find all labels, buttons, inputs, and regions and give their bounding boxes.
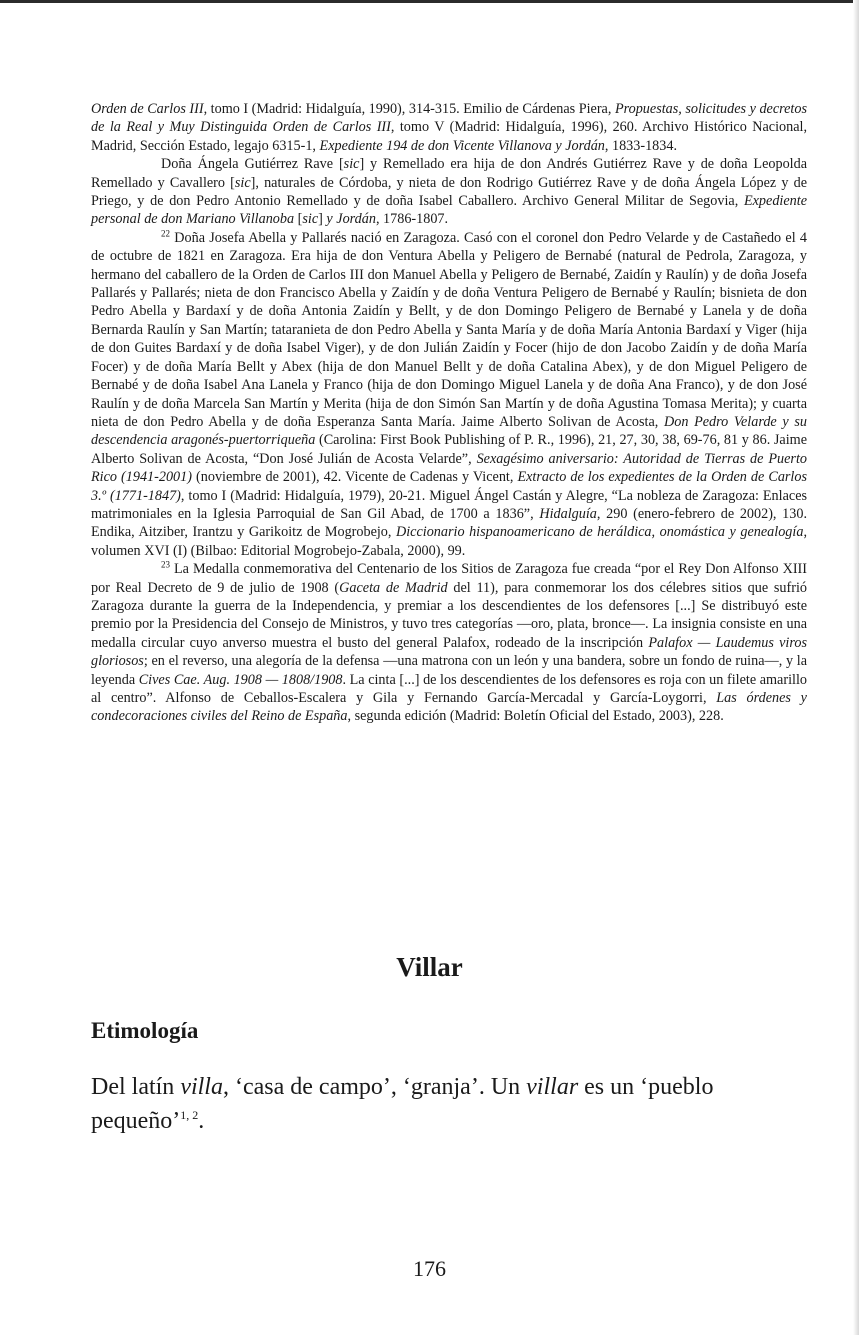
body-text: es un ‘pueblo pequeño’ bbox=[91, 1074, 714, 1134]
note-text: Doña Josefa Abella y Pallarés nació en Zaragoza. Casó con el coronel don Pedro Velarde y de Castañedo el 4 de octubre de 1821 en Zaragoza. Era hija de don Ventura Abella y Peligero de Bernabé (natural de Pedrola, Zaragoza, y hermano del caballero de la Orden de Carlos III don Manuel Abella y Peligero de Bernabé, Zaidín y Raulín) y de doña Josefa Pallarés y Pallarés; nieta de don Francisco Abella y Zaidín y de doña Ventura Peligero de Bernabé y Raulín; bisnieta de don Pedro Abella y Bardaxí y de doña Antonia Zaidín y Bellt, y de don Domingo Peligero de Bernabé y Lanela y de doña Bernarda Raulín y San Martín; tataranieta de don Pedro Abella y Santa María y de doña María Antonia Bardaxí y Viger (hija de don Guites Bardaxí y de doña Isabel Viger), y de don Julián Zaidín y Focer (hijo de don Jacobo Zaidín y de doña María Focer) y de doña María Bellt y Abex (hija de don Manuel Bellt y de doña Catalina Abex), y de don Miguel Peligero de Bernabé y de doña Isabel Ana Lanela y Franco (hija de don Domingo Miguel Lanela y de doña Ana Franco), y de don José Raulín y de doña Marcela San Martín y Merita (hija de don Simón San Martín y de doña Agustina Tomasa Merita); y cuarta nieta de don Pedro Abella y de doña Esperanza Santa María. Jaime Alberto Solivan de Acosta, bbox=[91, 229, 807, 430]
note-text: (noviembre de 2001), 42. Vicente de Cadenas y Vicent, bbox=[191, 469, 518, 486]
footnote-paragraph bbox=[91, 155, 807, 229]
note-text: , tomo I (Madrid: Hidalguía, 1990), 314-315. Emilio de Cárdenas Piera, bbox=[203, 101, 615, 117]
note-text: , segunda edición (Madrid: Boletín Oficial del Estado, 2003), 228. bbox=[347, 708, 724, 725]
footnote-reference: 1, 2 bbox=[180, 1108, 199, 1122]
note-text: ; en el reverso, una alegoría de la defensa —una matrona con un león y una bandera, sobre un fondo de ruina—, y la leyenda bbox=[91, 653, 807, 688]
note-text-italic: Las órdenes y condecoraciones civiles del Reino de España bbox=[91, 690, 807, 725]
note-text-italic: sic bbox=[234, 174, 251, 191]
note-text-italic: y Jordán bbox=[326, 211, 376, 228]
etymology-paragraph bbox=[91, 1070, 807, 1138]
body-text: . bbox=[198, 1108, 205, 1134]
note-text-italic: Cives Cae. Aug. 1908 — 1808/1908 bbox=[138, 671, 343, 688]
note-text-italic: Gaceta de Madrid bbox=[339, 579, 448, 596]
note-text: , 290 (enero-febrero de 2002), 130. Endika, Aitziber, Irantzu y Garikoitz de Mogrobejo, bbox=[91, 505, 807, 541]
section-title: Villar bbox=[396, 952, 463, 982]
subheading-etymology: Etimología bbox=[91, 1018, 199, 1043]
note-text: del 11), para conmemorar los dos célebres sitios que sufrió Zaragoza durante la guerra de la Independencia, y premiar a los descendientes de los defensores [...] Se distribuyó este premio por la Presidencia del Consejo de Ministros, y tuvo tres categorías —oro, plata, bronce—. La insignia consiste en una medalla circular cuyo anverso muestra el busto del general Palafox, rodeado de la inscripción bbox=[91, 579, 807, 651]
note-text: , 1833-1834. bbox=[604, 137, 678, 154]
note-text-italic: Expediente 194 de don Vicente Villanova y Jordán bbox=[319, 137, 605, 154]
note-text-italic: Orden de Carlos III bbox=[91, 101, 204, 117]
note-text: La Medalla conmemorativa del Centenario de los Sitios de Zaragoza fue creada “por el Rey Don Alfonso XIII por Real Decreto de 9 de julio de 1908 ( bbox=[91, 561, 807, 596]
note-text-italic: sic bbox=[343, 156, 360, 173]
note-text: , 1786-1807. bbox=[375, 211, 449, 228]
note-text: ] y Remellado era hija de don Andrés Gutiérrez Rave y de doña Leopolda Remellado y Cavallero [ bbox=[91, 156, 807, 191]
note-text: , tomo V (Madrid: Hidalguía, 1996), 260. Archivo Histórico Nacional, Madrid, Sección Estado, legajo 6315-1, bbox=[91, 119, 807, 154]
page-number: 176 bbox=[413, 1256, 446, 1281]
note-text-italic: Sexagésimo aniversario: Autoridad de Tierras de Puerto Rico (1941-2001) bbox=[91, 450, 807, 486]
note-text-italic: Expediente personal de don Mariano Villanoba bbox=[91, 193, 807, 228]
body-text: Del latín bbox=[91, 1074, 181, 1100]
note-text-italic: Don Pedro Velarde y su descendencia aragonés-puertorriqueña bbox=[91, 413, 807, 449]
note-text: ] bbox=[318, 211, 327, 228]
note-text: ], naturales de Córdoba, y nieta de don Rodrigo Gutiérrez Rave y de doña Ángela López y de Priego, y de don Pedro Antonio Remellado y de doña Isabel Caballero. Archivo General Militar de Segovia, bbox=[91, 174, 807, 210]
note-text: . La cinta [...] de los descendientes de los defensores es roja con un filete amarillo al centro”. Alfonso de Ceballos-Escalera y Gila y Fernando García-Mercadal y García-Loygorri, bbox=[91, 671, 807, 706]
note-text-italic: Propuestas, solicitudes y decretos de la Real y Muy Distinguida Orden de Carlos III bbox=[91, 101, 807, 136]
note-text: , tomo I (Madrid: Hidalguía, 1979), 20-21. Miguel Ángel Castán y Alegre, “La nobleza de Zaragoza: Enlaces matrimoniales en la Iglesia Parroquial de San Gil Abad, de 1700 a 1836”, bbox=[91, 487, 808, 522]
note-text-italic: sic bbox=[302, 211, 319, 228]
body-text-italic: villar bbox=[526, 1074, 579, 1100]
note-text: (Carolina: First Book Publishing of P. R., 1996), 21, 27, 30, 38, 69-76, 81 y 86. Jaime Alberto Solivan de Acosta, “Don José Julián de Acosta Velarde”, bbox=[91, 432, 807, 467]
note-text-italic: Palafox — Laudemus viros gloriosos bbox=[91, 634, 807, 670]
page-edge-shadow bbox=[853, 0, 859, 1335]
footnotes-block bbox=[91, 100, 807, 726]
footnote-23 bbox=[91, 560, 807, 726]
footnote-number: 22 bbox=[161, 228, 170, 239]
note-text: , volumen XVI (I) (Bilbao: Editorial Mogrobejo-Zabala, 2000), 99. bbox=[91, 524, 807, 559]
footnote-22 bbox=[91, 229, 807, 560]
footnote-number: 23 bbox=[161, 559, 170, 570]
note-text-italic: Hidalguía bbox=[539, 505, 597, 522]
body-text-italic: villa bbox=[180, 1074, 223, 1100]
footnote-continuation bbox=[91, 100, 807, 155]
body-text: , ‘casa de campo’, ‘granja’. Un bbox=[222, 1074, 527, 1100]
note-text: Doña Ángela Gutiérrez Rave [ bbox=[161, 156, 344, 173]
note-text: [ bbox=[294, 211, 303, 228]
note-text-italic: Diccionario hispanoamericano de heráldica, onomástica y genealogía bbox=[395, 524, 804, 541]
top-border bbox=[0, 0, 859, 3]
note-text-italic: Extracto de los expedientes de la Orden de Carlos 3.º (1771-1847) bbox=[91, 469, 807, 504]
